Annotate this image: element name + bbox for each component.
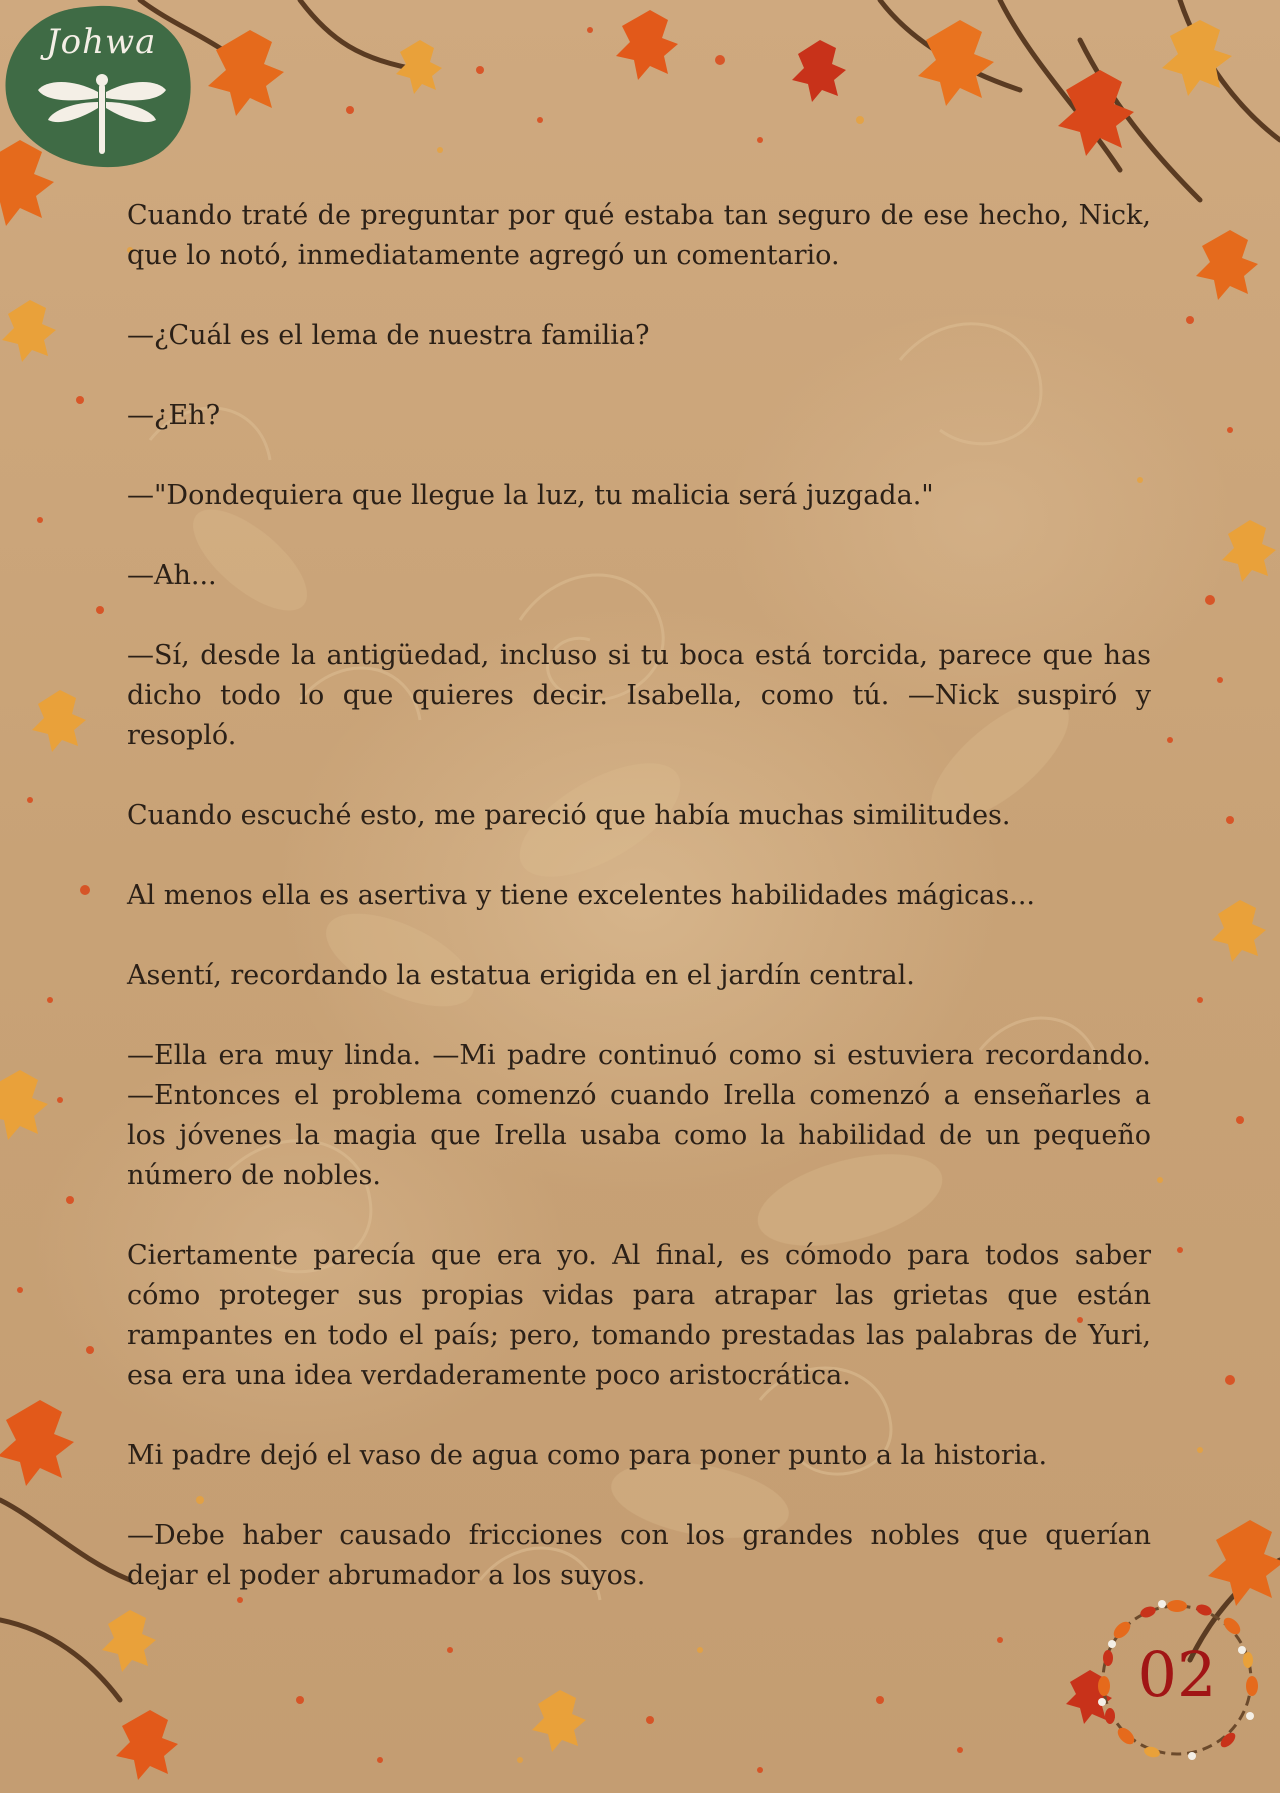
paragraph: —Sí, desde la antigüedad, incluso si tu boca está torcida, parece que has dicho todo lo que quieres decir. Isabella, como tú. —Nick suspiró y resopló. bbox=[127, 640, 1151, 751]
paragraph: Mi padre dejó el vaso de agua como para poner punto a la historia. bbox=[127, 1440, 1048, 1471]
paragraph: —Debe haber causado fricciones con los grandes nobles que querían dejar el poder abrumador a los suyos. bbox=[127, 1520, 1151, 1591]
paragraph: Cuando traté de preguntar por qué estaba tan seguro de ese hecho, Nick, que lo notó, inmediatamente agregó un comentario. bbox=[127, 200, 1151, 271]
paragraph: —Ah... bbox=[127, 560, 217, 591]
page-number-wreath bbox=[1082, 1590, 1262, 1770]
logo-badge bbox=[2, 2, 194, 170]
paragraph: —¿Cuál es el lema de nuestra familia? bbox=[127, 320, 650, 351]
paragraph: —¿Eh? bbox=[127, 400, 221, 431]
chapter-text bbox=[127, 196, 1151, 1636]
paragraph: —Ella era muy linda. —Mi padre continuó como si estuviera recordando. —Entonces el problema comenzó cuando Irella comenzó a enseñarles a los jóvenes la magia que Irella usaba como la habilidad de un pequeño número de nobles. bbox=[127, 1040, 1151, 1191]
page-number: 02 bbox=[1137, 1638, 1217, 1711]
dragonfly-icon bbox=[32, 68, 172, 158]
paragraph: —"Dondequiera que llegue la luz, tu malicia será juzgada." bbox=[127, 480, 934, 511]
logo-text: Johwa bbox=[46, 22, 157, 62]
paragraph: Al menos ella es asertiva y tiene excelentes habilidades mágicas... bbox=[127, 880, 1036, 911]
paragraph: Asentí, recordando la estatua erigida en el jardín central. bbox=[127, 960, 915, 991]
paragraph: Ciertamente parecía que era yo. Al final, es cómodo para todos saber cómo proteger sus propias vidas para atrapar las grietas que están rampantes en todo el país; pero, tomando prestadas las palabras de Yuri, esa era una idea verdaderamente poco aristocrática. bbox=[127, 1240, 1151, 1391]
paragraph: Cuando escuché esto, me pareció que había muchas similitudes. bbox=[127, 800, 1011, 831]
